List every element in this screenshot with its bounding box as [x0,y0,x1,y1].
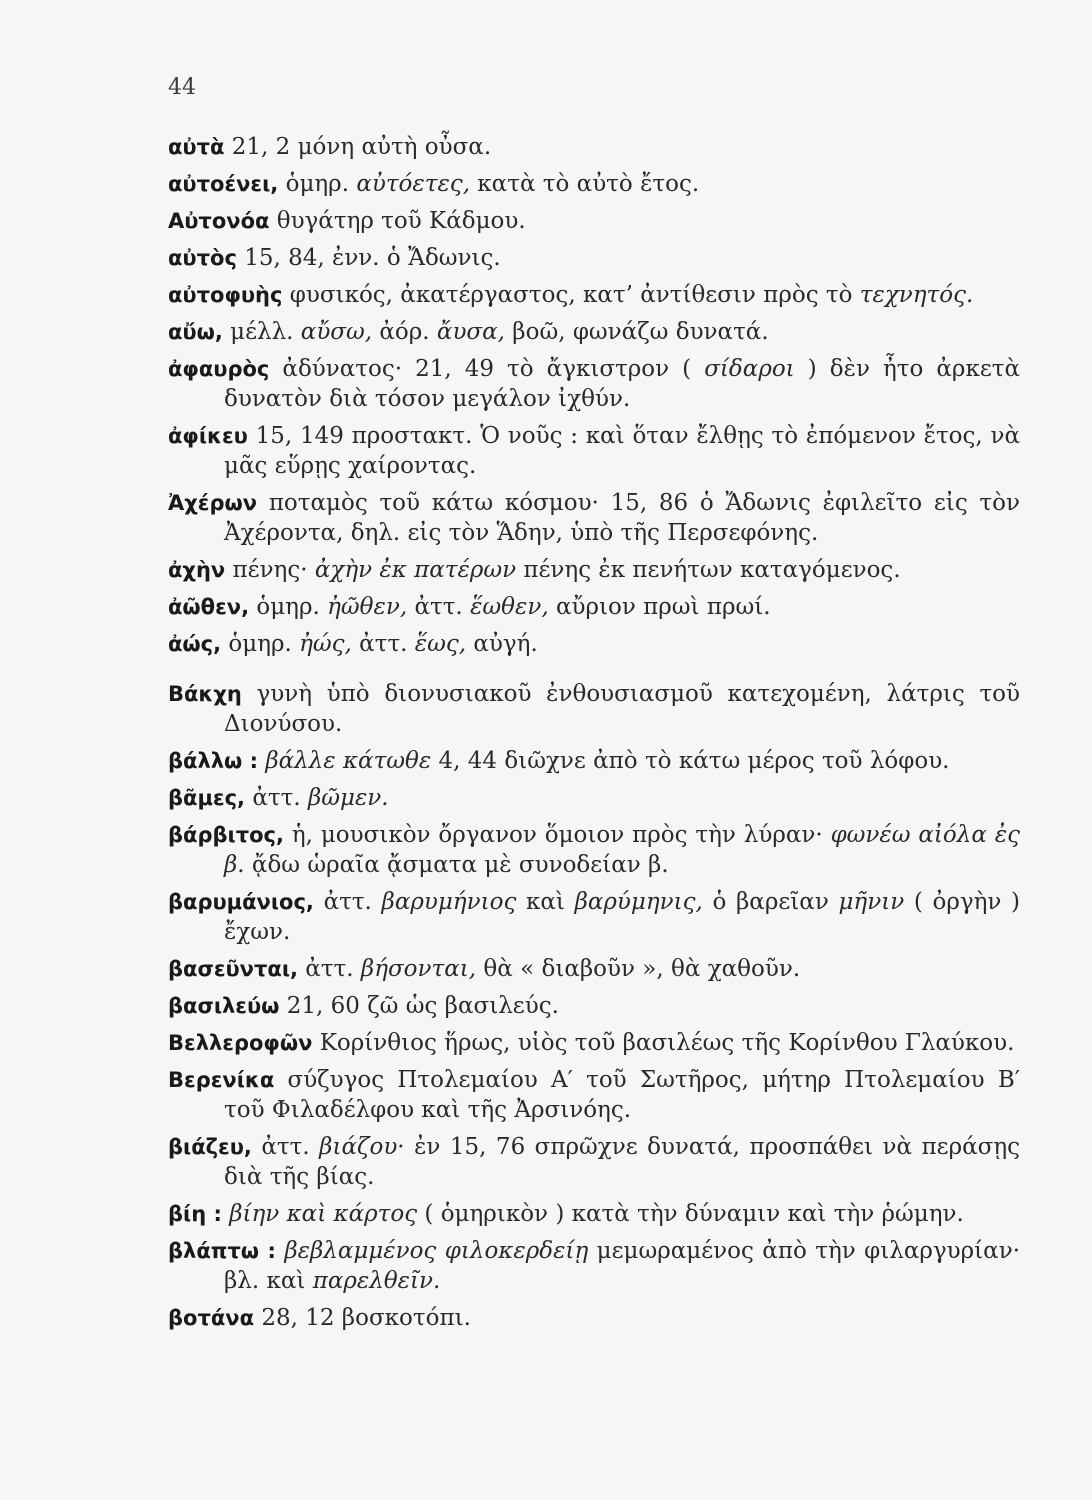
entry-italic-text: βαρύμηνις, [574,889,703,915]
entry-text: ποταμὸς τοῦ κάτω κόσμου· 15, 86 ὁ Ἄδωνις ἐφιλεῖτο εἰς τὸν Ἀχέροντα, δηλ. εἰς τὸν Ἅδην, ὑπὸ τῆς Περσεφόνης. [224,490,1020,546]
entry-headword: αὐτοένει, [168,172,279,196]
entry-headword: βάρβιτος, [168,823,284,847]
glossary-entry [168,746,1020,776]
entry-text: ἀδύνατος· 21, 49 τὸ ἄγκιστρον ( [269,356,705,382]
entry-headword: ἀώς, [168,632,222,656]
entry-headword: ἀφίκευ [168,424,248,448]
entry-italic-text: βῶμεν. [307,785,389,811]
glossary-entry [168,887,1020,947]
entry-text: ἀττ. [245,785,308,811]
entry-text: βοῶ, φωνάζω δυνατά. [504,319,769,345]
entry-headword: βαρυμάνιος, [168,890,314,914]
entry-italic-text: αὔσω, [300,319,373,345]
entry-italic-text: βήσονται, [360,956,477,982]
entry-headword: Βάκχη [168,682,242,706]
page-number: 44 [168,75,196,100]
entry-italic-text: ἕως, [414,631,467,657]
glossary-entry [168,592,1020,622]
glossary-entry [168,629,1020,659]
entry-headword: Βελλεροφῶν [168,1031,313,1055]
entry-text: αὐγή. [466,631,538,657]
entry-text: θὰ « διαβοῦν », θὰ χαθοῦν. [476,956,801,982]
entry-text: καὶ [516,889,575,915]
entry-italic-text: αὐτόετες, [356,171,470,197]
entry-italic-text: σίδαροι [704,356,795,382]
entry-text: μεμωραμένος ἀπὸ τὴν φιλαργυρίαν· βλ. καὶ [224,1238,1021,1294]
entry-text: ὁ βαρεῖαν [702,889,839,915]
entry-text: ᾄδω ὡραῖα ᾄσματα μὲ συνοδείαν β. [244,852,669,878]
glossary-entry [168,1236,1020,1296]
glossary-entry [168,1199,1020,1229]
entry-text: αὔριον πρωὶ πρωί. [548,594,771,620]
entry-text: ἡ, μουσικὸν ὄργανον ὅμοιον πρὸς τὴν λύραν· [283,822,831,848]
entry-italic-text: φωνέω αἰόλα ἐς β. [224,822,1021,878]
glossary-entry [168,1303,1020,1333]
entry-text: ἀττ. [351,631,415,657]
entry-text: ( ὁμηρικὸν ) κατὰ τὴν δύναμιν καὶ τὴν ῥώμην. [417,1201,964,1227]
glossary-entry [168,280,1020,310]
entry-headword: βίη : [168,1202,222,1226]
entry-text: σύζυγος Πτολεμαίου Α′ τοῦ Σωτῆρος, μήτηρ Πτολεμαίου Β′ τοῦ Φιλαδέλφου καὶ τῆς Ἀρσινόης. [224,1067,1020,1123]
entry-headword: Αὐτονόα [168,209,270,233]
entry-text: Κορίνθιος ἥρως, υἱὸς τοῦ βασιλέως τῆς Κορίνθου Γλαύκου. [312,1030,1015,1056]
entry-italic-text: βιάζου· [319,1134,405,1160]
entry-italic-text: ἀχὴν ἐκ πατέρων [314,557,517,583]
entry-text: ἀττ. [407,594,471,620]
glossary-entry [168,317,1020,347]
entry-text: 28, 12 βοσκοτόπι. [254,1305,471,1331]
entry-headword: ἀχὴν [168,558,226,582]
entry-text: φυσικός, ἀκατέργαστος, κατ’ ἀντίθεσιν πρὸς τὸ [282,282,860,308]
entry-headword: βιάζευ, [168,1135,252,1159]
glossary-entry [168,954,1020,984]
entry-headword: βασεῦνται, [168,957,298,981]
glossary-list [168,132,1020,1340]
entry-text: 15, 149 προστακτ. Ὁ νοῦς : καὶ ὅταν ἔλθῃς τὸ ἐπόμενον ἔτος, νὰ μᾶς εὕρῃς χαίροντας. [224,423,1020,479]
glossary-entry [168,243,1020,273]
entry-text: 21, 60 ζῶ ὡς βασιλεύς. [279,993,559,1019]
glossary-entry [168,820,1020,880]
entry-headword: βασιλεύω [168,994,280,1018]
glossary-entry [168,488,1020,548]
entry-text: ἀόρ. [372,319,437,345]
entry-text: κατὰ τὸ αὐτὸ ἔτος. [470,171,700,197]
entry-italic-text: ἠώς, [299,631,352,657]
entry-text: ἐν 15, 76 σπρῶχνε δυνατά, προσπάθει νὰ περάσῃς διὰ τῆς βίας. [224,1134,1020,1190]
glossary-entry [168,555,1020,585]
entry-italic-text: τεχνητός. [859,282,974,308]
entry-text: 4, 44 διῶχνε ἀπὸ τὸ κάτω μέρος τοῦ λόφου. [431,748,950,774]
entry-headword: βᾶμες, [168,786,246,810]
entry-text: ) δὲν ἦτο ἀρκετὰ δυνατὸν διὰ τόσον μεγάλον ἰχθύν. [224,356,1021,412]
entry-italic-text: βεβλαμμένος φιλοκερδείῃ [284,1238,589,1264]
entry-headword: Βερενίκα [168,1068,275,1092]
entry-text: μέλλ. [222,319,301,345]
entry-italic-text: παρελθεῖν. [312,1268,441,1294]
entry-text: πένης ἐκ πενήτων καταγόμενος. [516,557,901,583]
entry-text: ὁμηρ. [249,594,328,620]
entry-headword: αὐτοφυὴς [168,283,283,307]
entry-text: ἀττ. [251,1134,320,1160]
entry-italic-text: βάλλε κάτωθε [265,748,432,774]
entry-text: 15, 84, ἐνν. ὁ Ἄδωνις. [236,245,501,271]
entry-headword: ἀφαυρὸς [168,357,270,381]
glossary-entry [168,783,1020,813]
entry-text: ( ὀργὴν ) ἔχων. [224,889,1021,945]
entry-text: ὁμηρ. [278,171,357,197]
entry-text: ἀττ. [297,956,361,982]
entry-italic-text: βίην καὶ κάρτος [229,1201,418,1227]
entry-italic-text: ἕωθεν, [470,594,549,620]
glossary-entry [168,132,1020,162]
glossary-entry [168,1132,1020,1192]
entry-headword: ἀῶθεν, [168,595,250,619]
glossary-entry [168,1065,1020,1125]
entry-text: πένης· [225,557,315,583]
entry-italic-text: ἄυσα, [436,319,505,345]
glossary-entry [168,169,1020,199]
entry-headword: βοτάνα [168,1306,255,1330]
entry-headword: βάλλω : [168,749,258,773]
glossary-entry [168,1028,1020,1058]
entry-headword: αὐτὸς [168,246,237,270]
entry-italic-text: ἠῶθεν, [327,594,408,620]
entry-text: 21, 2 μόνη αὐτὴ οὖσα. [224,134,492,160]
glossary-entry [168,206,1020,236]
entry-italic-text: μῆνιν [838,889,905,915]
entry-text: ἀττ. [313,889,382,915]
entry-text: ὁμηρ. [221,631,300,657]
entry-headword: βλάπτω : [168,1239,276,1263]
entry-headword: αὔω, [168,320,223,344]
glossary-entry [168,354,1020,414]
glossary-entry [168,421,1020,481]
entry-headword: αὐτὰ [168,135,225,159]
glossary-entry [168,679,1020,739]
entry-headword: Ἀχέρων [168,491,258,515]
entry-text: θυγάτηρ τοῦ Κάδμου. [269,208,526,234]
entry-italic-text: βαρυμήνιος [381,889,517,915]
glossary-entry [168,991,1020,1021]
entry-text: γυνὴ ὑπὸ διονυσιακοῦ ἐνθουσιασμοῦ κατεχομένη, λάτρις τοῦ Διονύσου. [224,681,1020,737]
